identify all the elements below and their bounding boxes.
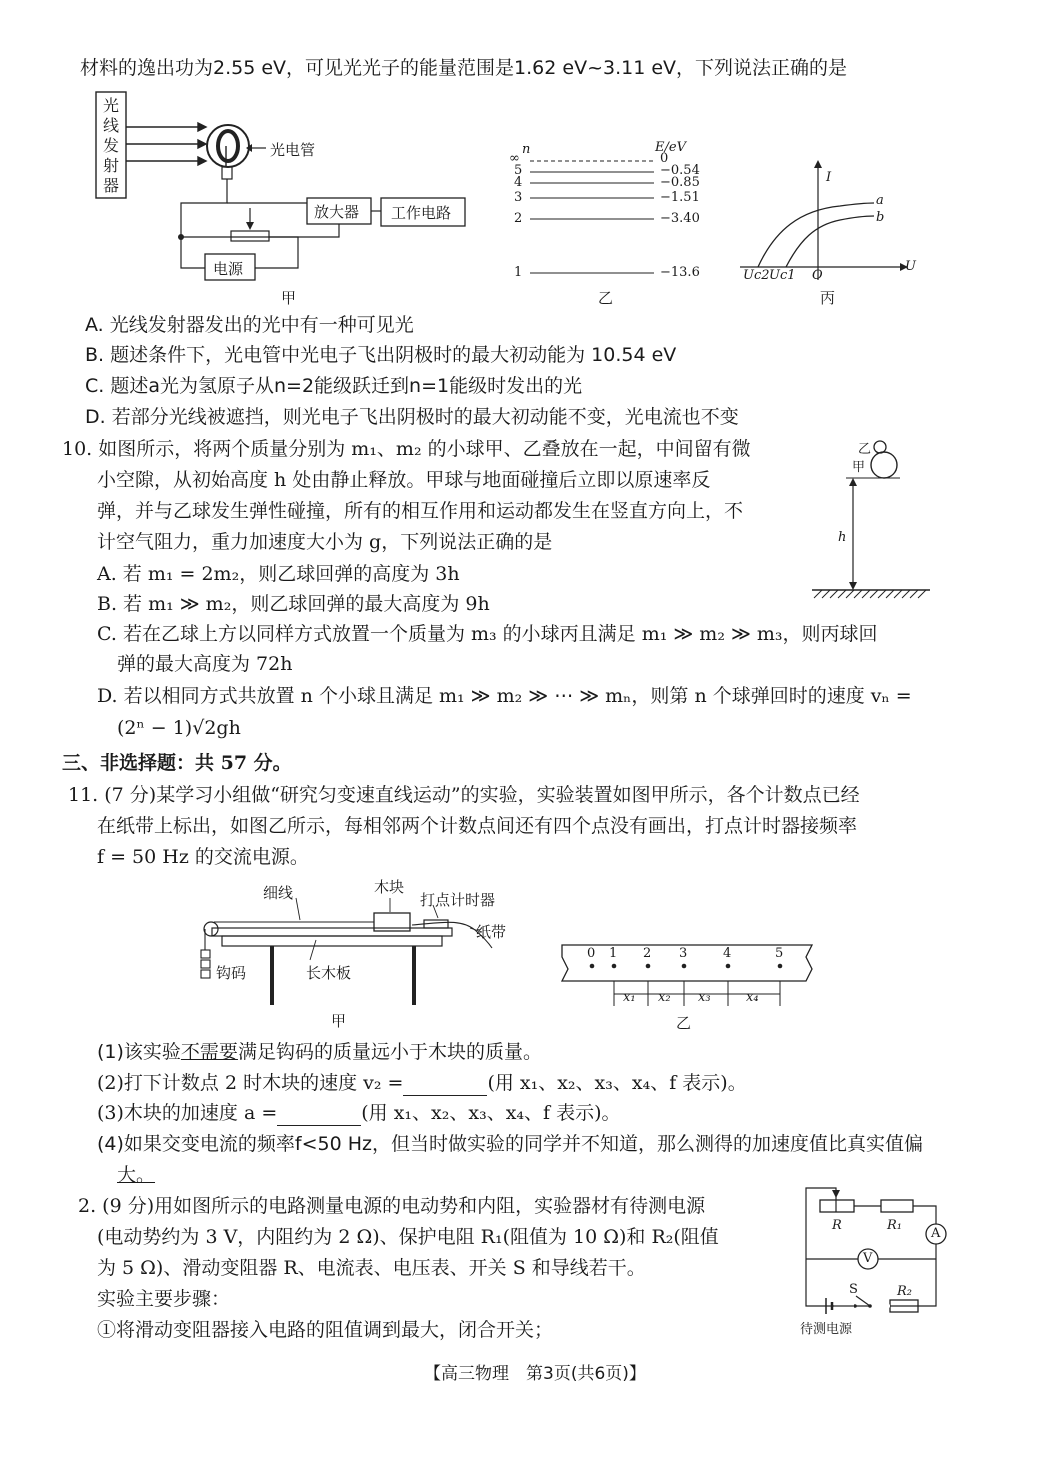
- q11-sub-3-post: (用 x₁、x₂、x₃、x₄、f 表示)。: [361, 1102, 621, 1124]
- q10-option-c: C. 若在乙球上方以同样方式放置一个质量为 m₃ 的小球丙且满足 m₁ ≫ m₂ ≫ m₃，则丙球回: [97, 623, 878, 645]
- level-n-3: 3: [514, 190, 523, 205]
- caption-yi: 乙: [598, 289, 614, 307]
- voltmeter-label: V: [863, 1251, 873, 1266]
- timer-label: 打点计时器: [420, 891, 496, 909]
- curve-b-label: b: [876, 210, 885, 225]
- tube-label: 光电管: [270, 141, 316, 159]
- power-label: 电源: [213, 260, 244, 278]
- q12-line-2: (电动势约为 3 V，内阻约为 2 Ω)、保护电阻 R₁(阻值为 10 Ω)和 R₂(阻值: [97, 1226, 719, 1248]
- level-e-3: −1.51: [660, 190, 700, 205]
- switch-label: S: [849, 1282, 858, 1297]
- q10-line-4: 计空气阻力，重力加速度大小为 g，下列说法正确的是: [97, 531, 553, 553]
- segment-x2: x₂: [658, 990, 671, 1005]
- level-n-inf: ∞: [509, 151, 520, 166]
- q10-option-a: A. 若 m₁ = 2m₂，则乙球回弹的高度为 3h: [97, 563, 460, 585]
- page-footer: 【高三物理 第3页(共6页)】: [424, 1364, 646, 1384]
- q11-sub-3-pre: (3)木块的加速度 a =: [97, 1102, 278, 1124]
- q10-line-2: 小空隙，从初始高度 h 处由静止释放。甲球与地面碰撞后立即以原速率反: [97, 469, 711, 491]
- energy-axis-label: E/eV: [655, 140, 686, 155]
- q11-sub-2-post: (用 x₁、x₂、x₃、x₄、f 表示)。: [487, 1072, 747, 1094]
- level-n-1: 1: [514, 265, 523, 280]
- caption-jia: 甲: [281, 289, 297, 307]
- work-circuit-label: 工作电路: [391, 204, 452, 222]
- ammeter-label: A: [931, 1226, 941, 1241]
- q11-line-1: 11. (7 分)某学习小组做“研究匀变速直线运动”的实验，实验装置如图甲所示，各个计数点已经: [68, 784, 860, 806]
- tape-point-5: 5: [775, 946, 784, 961]
- caption-bing: 丙: [820, 289, 836, 307]
- q9-option-d: D. 若部分光线被遮挡，则光电子飞出阴极时的最大初动能不变，光电流也不变: [85, 406, 739, 428]
- q11-sub-4: (4)如果交变电流的频率f<50 Hz，但当时做实验的同学并不知道，那么测得的加速度值比真实值偏: [97, 1133, 924, 1155]
- q11-sub-1-pre: (1)该实验: [97, 1041, 181, 1063]
- q10-option-b: B. 若 m₁ ≫ m₂，则乙球回弹的最大高度为 9h: [97, 593, 490, 615]
- level-e-inf: 0: [660, 151, 669, 166]
- tape-label: 纸带: [476, 923, 507, 941]
- level-n-2: 2: [514, 211, 523, 226]
- amplifier-label: 放大器: [314, 203, 360, 221]
- ball-jia-label: 甲: [852, 460, 866, 475]
- q11-sub-4-cont: 大。: [117, 1164, 156, 1186]
- block-label: 木块: [374, 878, 405, 896]
- q10-option-d: D. 若以相同方式共放置 n 个小球且满足 m₁ ≫ m₂ ≫ ⋯ ≫ mₙ，则第 n 个球弹回时的速度 vₙ =: [97, 685, 912, 707]
- q9-option-c: C. 题述a光为氢原子从n=2能级跃迁到n=1能级时发出的光: [85, 375, 583, 397]
- i-axis-label: I: [826, 170, 832, 185]
- u-axis-label: U: [905, 259, 916, 274]
- weight-label: 钩码: [216, 964, 247, 982]
- level-e-2: −3.40: [660, 211, 700, 226]
- rheostat-label: R: [832, 1218, 842, 1233]
- r1-label: R₁: [887, 1218, 902, 1233]
- ball-yi-label: 乙: [858, 442, 872, 457]
- source-label: 待测电源: [800, 1322, 853, 1337]
- height-label: h: [838, 530, 847, 545]
- board-label: 长木板: [306, 964, 352, 982]
- level-e-4: −0.85: [660, 175, 700, 190]
- q9-option-a: A. 光线发射器发出的光中有一种可见光: [85, 314, 414, 336]
- uc1-label: Uc1: [769, 268, 796, 283]
- level-n-4: 4: [514, 175, 523, 190]
- thread-label: 细线: [263, 884, 294, 902]
- q10-option-c-cont: 弹的最大高度为 72h: [117, 653, 293, 675]
- caption-11-jia: 甲: [331, 1012, 347, 1030]
- q11-sub-2-pre: (2)打下计数点 2 时木块的速度 v₂ =: [97, 1072, 404, 1094]
- segment-x3: x₃: [698, 990, 711, 1005]
- q12-line-4: 实验主要步骤：: [97, 1288, 231, 1310]
- q12-line-1: 2. (9 分)用如图所示的电路测量电源的电动势和内阻，实验器材有待测电源: [78, 1195, 706, 1217]
- q10-line-3: 弹，并与乙球发生弹性碰撞，所有的相互作用和运动都发生在竖直方向上，不: [97, 500, 744, 522]
- tape-point-1: 1: [609, 946, 618, 961]
- r2-label: R₂: [897, 1284, 912, 1299]
- q11-sub-1-underlined: 不需要: [180, 1041, 238, 1063]
- curve-a-label: a: [876, 193, 884, 208]
- caption-11-yi: 乙: [676, 1014, 692, 1032]
- q10-option-d-cont: (2ⁿ − 1)√2gh: [117, 717, 241, 739]
- section-3-heading: 三、非选择题：共 57 分。: [62, 752, 292, 774]
- intro-line: 材料的逸出功为2.55 eV，可见光光子的能量范围是1.62 eV~3.11 eV，下列说法正确的是: [80, 57, 848, 79]
- n-axis-label: n: [522, 142, 531, 157]
- q12-line-5: ①将滑动变阻器接入电路的阻值调到最大，闭合开关；: [97, 1319, 554, 1341]
- level-e-1: −13.6: [660, 265, 700, 280]
- segment-x1: x₁: [623, 990, 636, 1005]
- level-n-5: 5: [514, 163, 523, 178]
- tape-point-3: 3: [679, 946, 688, 961]
- q11-sub-1-post: 满足钩码的质量远小于木块的质量。: [237, 1041, 542, 1063]
- q12-line-3: 为 5 Ω)、滑动变阻器 R、电流表、电压表、开关 S 和导线若干。: [97, 1257, 646, 1279]
- emitter-label: 光线发射器: [103, 96, 120, 195]
- tape-point-2: 2: [643, 946, 652, 961]
- segment-x4: x₄: [746, 990, 759, 1005]
- tape-point-0: 0: [587, 946, 596, 961]
- q11-line-3: f = 50 Hz 的交流电源。: [97, 846, 309, 868]
- q10-line-1: 10. 如图所示，将两个质量分别为 m₁、m₂ 的小球甲、乙叠放在一起，中间留有微: [62, 438, 751, 460]
- q11-line-2: 在纸带上标出，如图乙所示，每相邻两个计数点间还有四个点没有画出，打点计时器接频率: [97, 815, 858, 837]
- q9-option-b: B. 题述条件下，光电管中光电子飞出阴极时的最大初动能为 10.54 eV: [85, 344, 677, 366]
- tape-point-4: 4: [723, 946, 732, 961]
- uc2-label: Uc2: [743, 268, 770, 283]
- origin-label: O: [812, 268, 823, 283]
- level-e-5: −0.54: [660, 163, 700, 178]
